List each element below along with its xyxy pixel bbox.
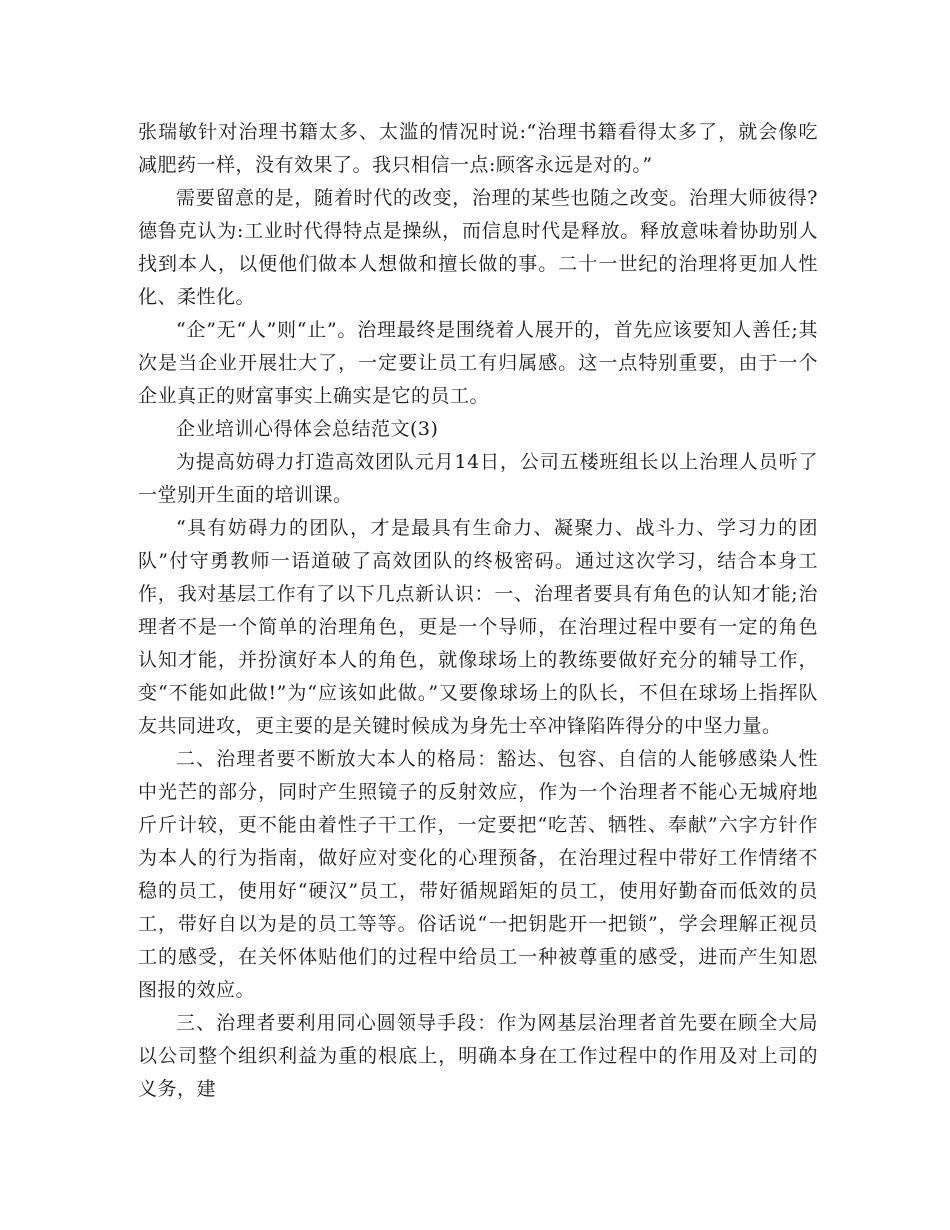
paragraph: 张瑞敏针对治理书籍太多、太滥的情况时说:“治理书籍看得太多了，就会像吃减肥药一样，没有效果了。我只相信一点:顾客永远是对的。” <box>138 121 818 176</box>
paragraph: “具有妨碍力的团队，才是最具有生命力、凝聚力、战斗力、学习力的团队”付守勇教师一语道破了高效团队的终极密码。通过这次学习，结合本身工作，我对基层工作有了以下几点新认识：一、治理者要具有角色的认知才能;治理者不是一个简单的治理角色，更是一个导师，在治理过程中要有一定的角色认知才能，并扮演好本人的角色，就像球场上的教练要做好充分的辅导工作，变“不能如此做!”为“应该如此做。”又要像球场上的队长，不但在球场上指挥队友共同进攻，更主要的是关键时候成为身先士卒冲锋陷阵得分的中坚力量。 <box>138 517 818 737</box>
paragraph: “企”无“人”则“止”。治理最终是围绕着人展开的，首先应该要知人善任;其次是当企业开展壮大了，一定要让员工有归属感。这一点特别重要，由于一个企业真正的财富事实上确实是它的员工。 <box>138 319 818 407</box>
paragraph: 需要留意的是，随着时代的改变，治理的某些也随之改变。治理大师彼得?德鲁克认为:工业时代得特点是操纵，而信息时代是释放。释放意味着协助别人找到本人，以便他们做本人想做和擅长做的事。二十一世纪的治理将更加人性化、柔性化。 <box>138 187 818 308</box>
paragraph: 为提高妨碍力打造高效团队元月14日，公司五楼班组长以上治理人员听了一堂别开生面的培训课。 <box>138 451 818 506</box>
paragraph: 二、治理者要不断放大本人的格局：豁达、包容、自信的人能够感染人性中光芒的部分，同时产生照镜子的反射效应，作为一个治理者不能心无城府地斤斤计较，更不能由着性子干工作，一定要把“吃苦、牺牲、奉献”六字方针作为本人的行为指南，做好应对变化的心理预备，在治理过程中带好工作情绪不稳的员工，使用好“硬汉”员工，带好循规蹈矩的员工，使用好勤奋而低效的员工，带好自以为是的员工等等。俗话说“一把钥匙开一把锁”，学会理解正视员工的感受，在关怀体贴他们的过程中给员工一种被尊重的感受，进而产生知恩图报的效应。 <box>138 748 818 1001</box>
document-body <box>138 116 818 1106</box>
section-heading: 企业培训心得体会总结范文(3) <box>176 418 439 440</box>
paragraph: 三、治理者要利用同心圆领导手段：作为网基层治理者首先要在顾全大局以公司整个组织利益为重的根底上，明确本身在工作过程中的作用及对上司的义务，建 <box>138 1012 818 1100</box>
